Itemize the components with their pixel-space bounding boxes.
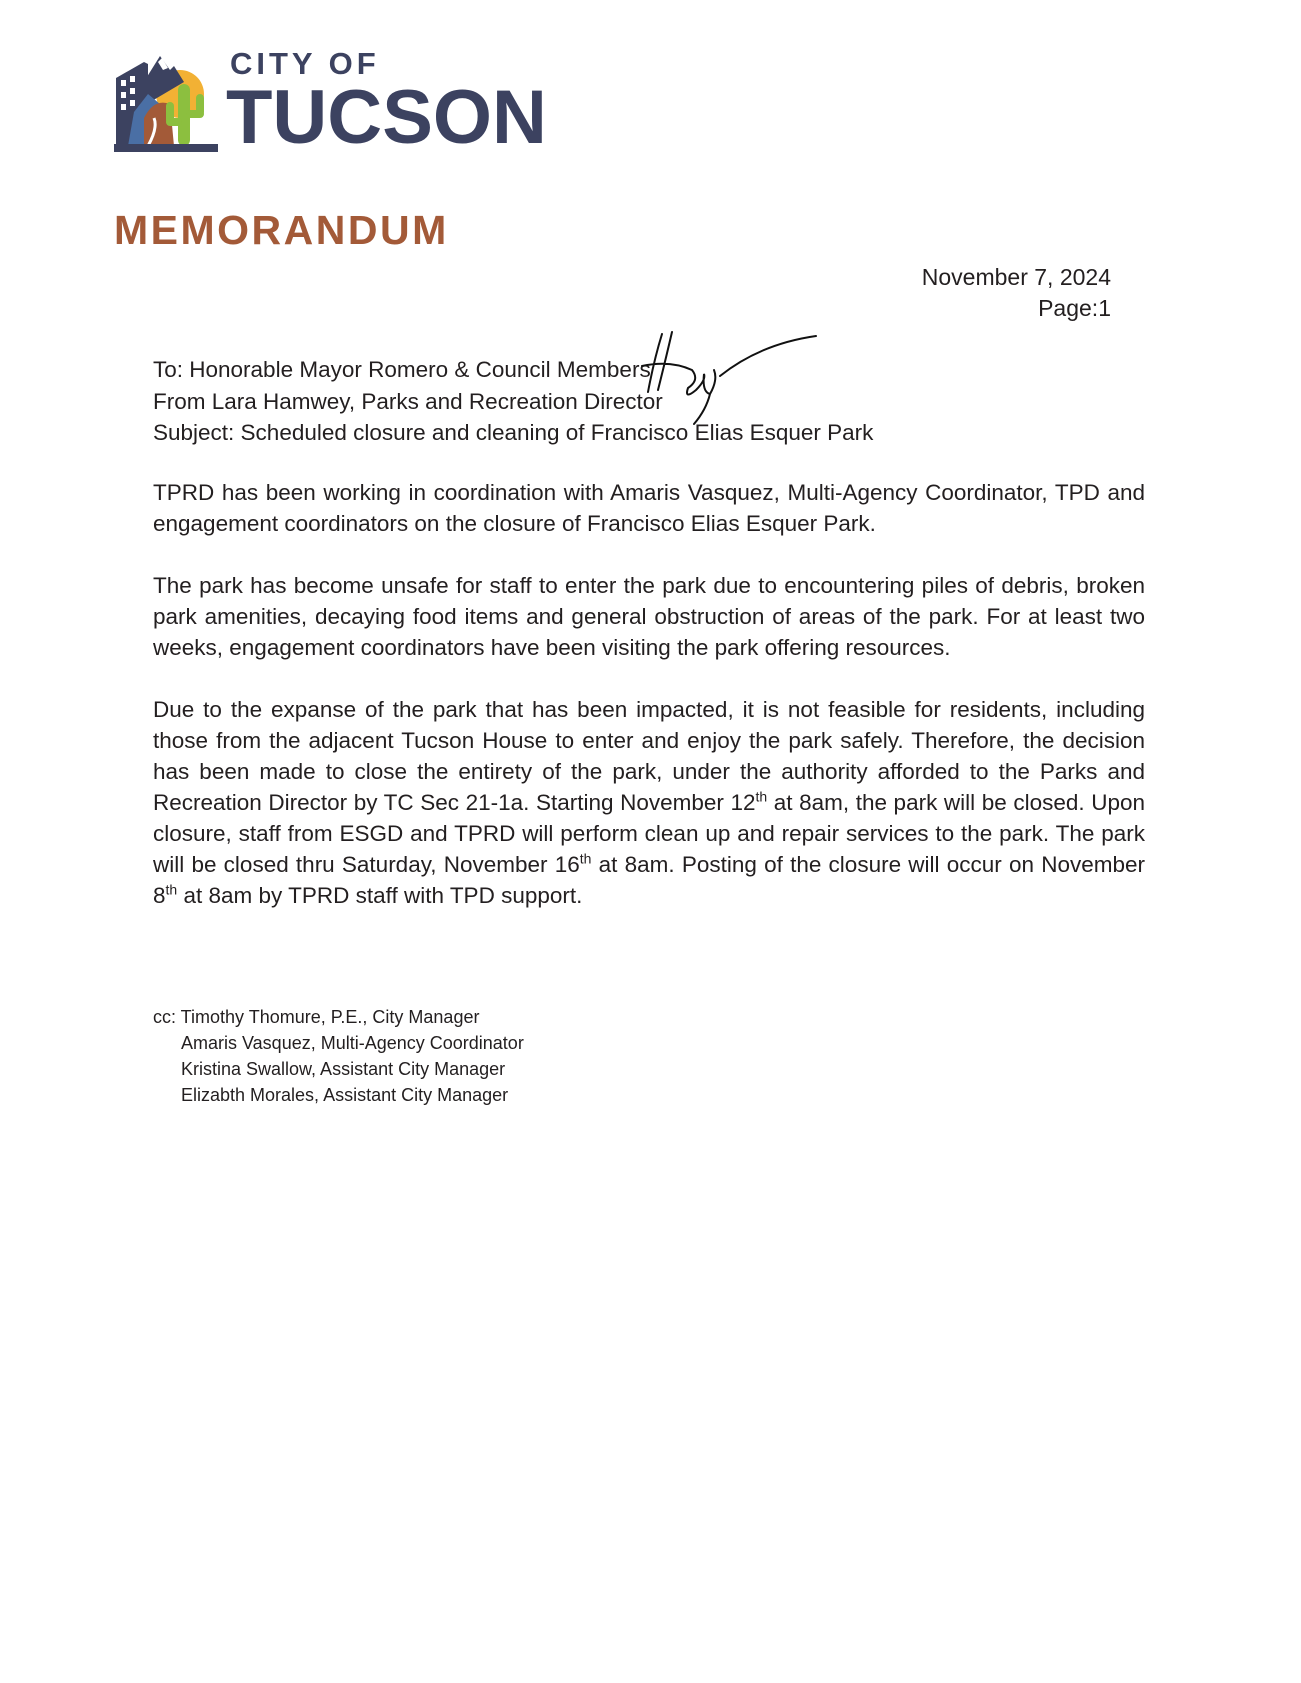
closure-text-d: at 8am by TPRD staff with TPD support. bbox=[177, 883, 583, 908]
signature-icon bbox=[640, 330, 860, 430]
cc-line: cc: Timothy Thomure, P.E., City Manager bbox=[153, 1007, 480, 1027]
cc-line: Amaris Vasquez, Multi-Agency Coordinator bbox=[181, 1033, 524, 1053]
logo-tucson: TUCSON bbox=[226, 75, 547, 160]
cc-line: Elizabth Morales, Assistant City Manager bbox=[181, 1085, 509, 1105]
closure-text-b: at 8am, the park will be closed. Upon closure, staff from ESGD and TPRD will perform clean up and repair services to the park. The park will be closed thru Saturday, November 16 bbox=[153, 790, 1145, 877]
memo-date: November 7, 2024 bbox=[921, 264, 1111, 290]
logo-city-of: CITY OF bbox=[230, 46, 380, 81]
city-logo bbox=[114, 44, 547, 160]
page-number: Page:1 bbox=[1038, 295, 1111, 321]
from-line: From Lara Hamwey, Parks and Recreation Director bbox=[153, 388, 663, 414]
ordinal-suffix: th bbox=[755, 788, 768, 805]
paragraph-unsafe: The park has become unsafe for staff to enter the park due to encountering piles of debris, broken park amenities, decaying food items and general obstruction of areas of the park. For at least two weeks, engagement coordinators have been visiting the park offering resources. bbox=[153, 573, 1145, 660]
subject-line: Subject: Scheduled closure and cleaning of Francisco Elias Esquer Park bbox=[153, 420, 874, 445]
cc-line: Kristina Swallow, Assistant City Manager bbox=[181, 1059, 506, 1079]
city-emblem-icon bbox=[114, 48, 218, 152]
ordinal-suffix: th bbox=[579, 850, 592, 867]
ordinal-suffix: th bbox=[165, 881, 178, 898]
closure-text-a: Due to the expanse of the park that has been impacted, it is not feasible for residents, including those from the adjacent Tucson House to enter and enjoy the park safely. Therefore, the decision has been made to close the entirety of the park, under the authority afforded to the Parks and Recreation Director by TC Sec 21-1a. Starting November 12 bbox=[153, 697, 1145, 815]
to-line: To: Honorable Mayor Romero & Council Members bbox=[153, 357, 651, 382]
paragraph-closure bbox=[153, 694, 1145, 911]
memo-title: MEMORANDUM bbox=[114, 207, 449, 253]
paragraph-coordination: TPRD has been working in coordination with Amaris Vasquez, Multi-Agency Coordinator, TPD and engagement coordinators on the closure of Francisco Elias Esquer Park. bbox=[153, 480, 1145, 536]
date-block bbox=[922, 262, 1111, 324]
closure-text-c: at 8am. Posting of the closure will occur on November 8 bbox=[153, 852, 1145, 908]
cc-list bbox=[153, 1004, 524, 1108]
